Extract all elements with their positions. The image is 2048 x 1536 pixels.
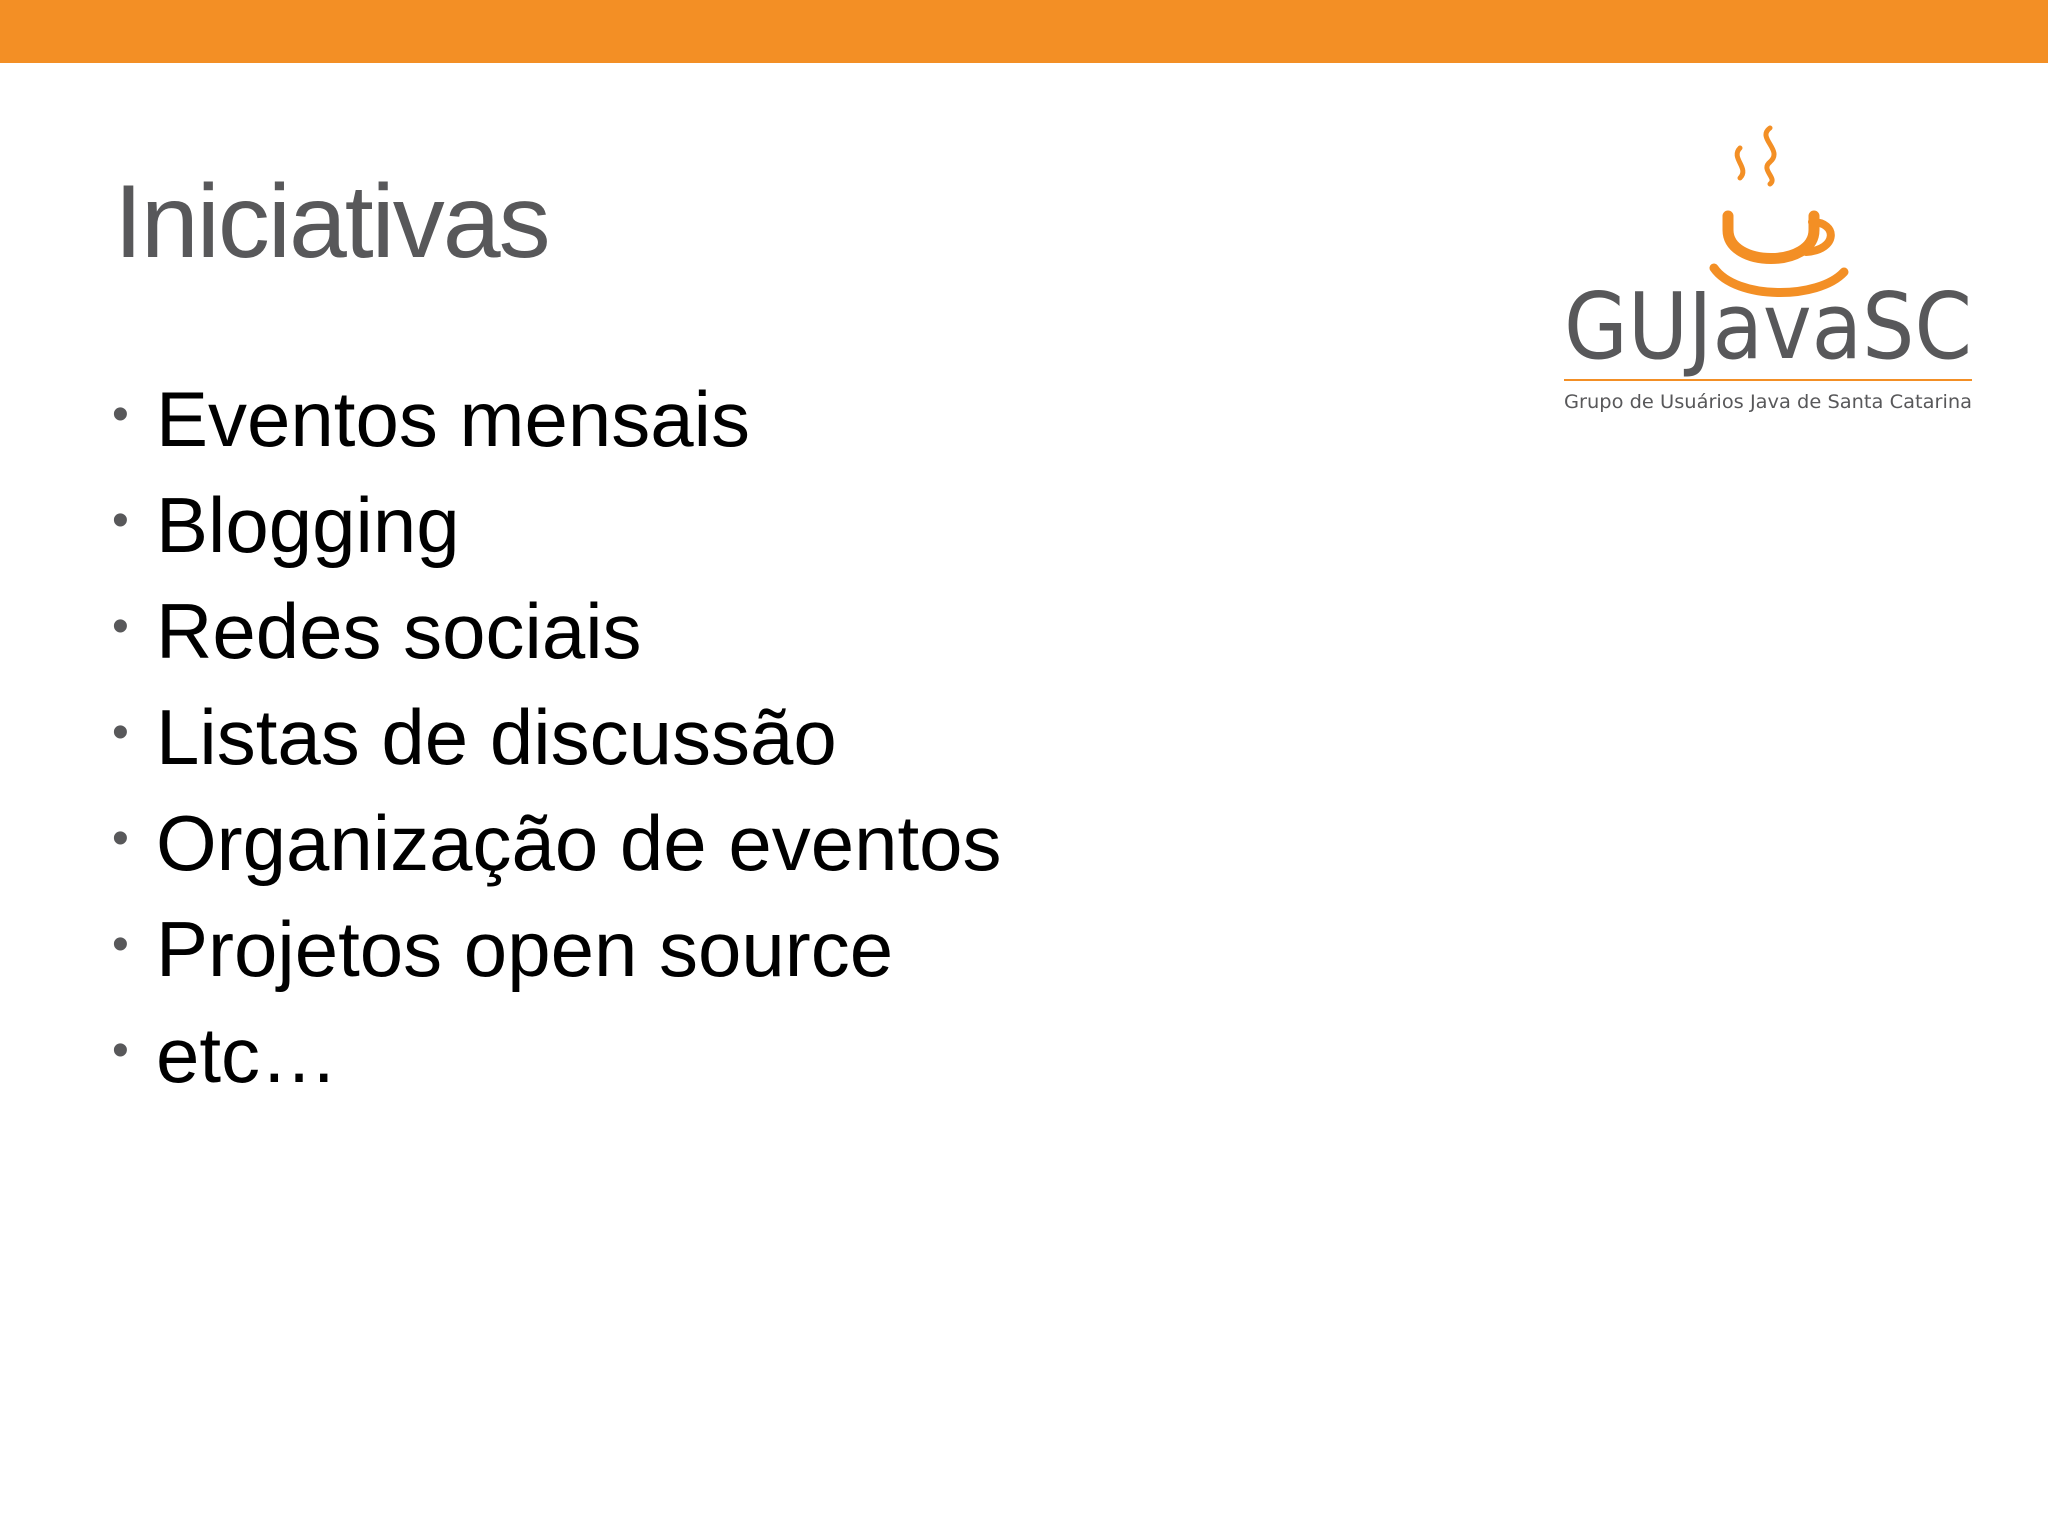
bullet-text: Eventos mensais — [156, 375, 750, 463]
bullet-text: Blogging — [156, 481, 460, 569]
coffee-cup-icon — [1714, 128, 1844, 293]
bullet-icon: • — [112, 812, 129, 865]
top-accent-bar — [0, 0, 2048, 63]
list-item — [112, 366, 1002, 472]
list-item — [112, 684, 1002, 790]
bullet-text: Organização de eventos — [156, 799, 1002, 887]
logo-name: GUJavaSC — [1564, 273, 1972, 380]
bullet-icon: • — [112, 1024, 129, 1077]
logo-subtitle: Grupo de Usuários Java de Santa Catarina — [1564, 391, 1972, 413]
bullet-icon: • — [112, 706, 129, 759]
list-item — [112, 896, 1002, 1002]
gujavasc-logo — [1556, 118, 1976, 423]
bullet-text: Projetos open source — [156, 905, 894, 993]
list-item — [112, 790, 1002, 896]
bullet-list — [112, 366, 1002, 1108]
bullet-text: Listas de discussão — [156, 693, 837, 781]
bullet-icon: • — [112, 600, 129, 653]
bullet-text: Redes sociais — [156, 587, 642, 675]
list-item — [112, 472, 1002, 578]
bullet-icon: • — [112, 494, 129, 547]
bullet-icon: • — [112, 388, 129, 441]
bullet-text: etc… — [156, 1011, 339, 1099]
slide-title: Iniciativas — [114, 164, 549, 280]
bullet-icon: • — [112, 918, 129, 971]
list-item — [112, 1002, 1002, 1108]
list-item — [112, 578, 1002, 684]
